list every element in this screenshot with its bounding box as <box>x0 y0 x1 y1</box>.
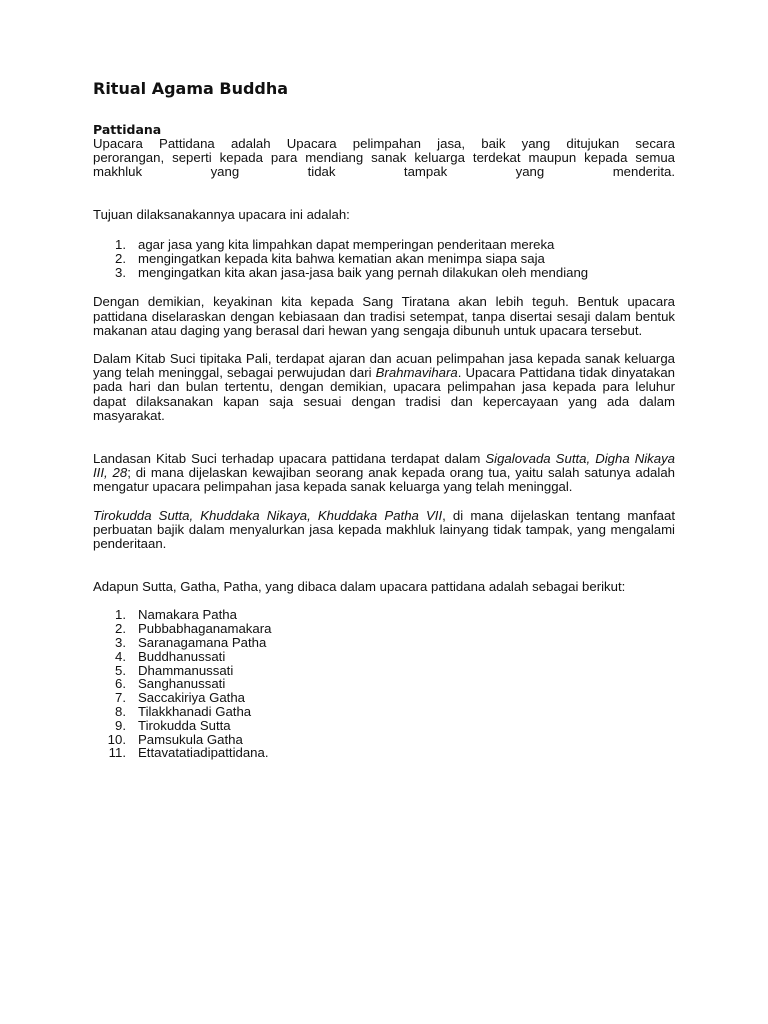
list-text: Namakara Patha <box>138 607 237 623</box>
document-body <box>93 79 675 760</box>
text-run: Dalam Kitab Suci tipitaka Pali, terdapat ajaran dan acuan pelimpahan jasa kepada sanak keluarga yang telah meninggal, sebagai perwujudan dari <box>93 351 675 381</box>
text-run: . Upacara Pattidana tidak dinyatakan pada hari dan bulan tertentu, dengan demikian, upacara pelimpahan jasa kepada para leluhur dapat dilaksanakan kapan saja sesuai dengan tradisi dan kepercayaan yang ada dalam masyarakat. <box>93 365 675 423</box>
list-item <box>93 677 675 691</box>
purpose-list <box>93 238 675 281</box>
list-text: mengingatkan kepada kita bahwa kematian akan menimpa siapa saja <box>138 251 545 267</box>
emphasis-text: Tirokudda Sutta, Khuddaka Nikaya, Khuddaka Patha VII <box>93 507 443 523</box>
list-item <box>93 650 675 664</box>
list-item <box>93 252 675 266</box>
list-number: 7. <box>115 690 126 706</box>
list-text: Ettavatatiadipattidana. <box>138 745 269 761</box>
list-number: 10. <box>107 731 126 747</box>
list-item <box>93 719 675 733</box>
list-number: 1. <box>115 236 126 252</box>
intro-line: perorangan, seperti kepada para mendiang sanak keluarga terdekat maupun kepada semua <box>93 150 675 166</box>
intro-paragraph <box>93 137 675 180</box>
list-number: 2. <box>115 251 126 267</box>
list-text: Buddhanussati <box>138 648 226 664</box>
list-number: 3. <box>115 635 126 651</box>
list-number: 11. <box>108 745 126 761</box>
text-run: , di mana dijelaskan tentang manfaat perbuatan bajik dalam menyalurkan jasa kepada makhluk lainyang tidak tampak, yang mengalami penderitaan. <box>93 507 675 552</box>
list-item <box>93 746 675 760</box>
list-item <box>93 266 675 280</box>
emphasis-text: Sigalovada Sutta, Digha Nikaya III, 28 <box>93 451 676 481</box>
paragraph-landasan <box>93 452 675 495</box>
list-number: 4. <box>115 648 126 664</box>
list-item <box>93 608 675 622</box>
list-number: 2. <box>115 621 126 637</box>
intro-line: Upacara Pattidana adalah Upacara pelimpahan jasa, baik yang ditujukan secara <box>93 136 675 151</box>
paragraph-tiratana: Dengan demikian, keyakinan kita kepada Sang Tiratana akan lebih teguh. Bentuk upacara pattidana diselaraskan dengan kebiasaan dan tradisi setempat, tanpa disertai sesaji dalam bentuk makanan atau daging yang berasal dari hewan yang sengaja dibunuh untuk upacara tersebut. <box>93 294 675 338</box>
list-number: 8. <box>115 704 126 720</box>
list-number: 9. <box>115 717 126 733</box>
paragraph-tirokudda <box>93 509 675 552</box>
list-text: Saccakiriya Gatha <box>138 690 246 706</box>
text-run: Landasan Kitab Suci terhadap upacara pattidana terdapat dalam <box>93 451 486 467</box>
list-number: 5. <box>115 662 126 678</box>
list-item <box>93 733 675 747</box>
list-item <box>93 664 675 678</box>
list-number: 6. <box>115 676 126 692</box>
list-text: agar jasa yang kita limpahkan dapat memperingan penderitaan mereka <box>138 236 555 252</box>
readings-list <box>93 608 675 760</box>
intro-line: makhluk yang tidak tampak yang menderita. <box>93 164 675 180</box>
list-text: Tirokudda Sutta <box>138 717 231 733</box>
section-title: Pattidana <box>93 122 162 137</box>
purpose-intro: Tujuan dilaksanakannya upacara ini adalah: <box>93 206 350 222</box>
emphasis-text: Brahmavihara <box>375 365 458 381</box>
document-title: Ritual Agama Buddha <box>93 79 289 98</box>
list-item <box>93 691 675 705</box>
text-run: ; di mana dijelaskan kewajiban seorang anak kepada orang tua, yaitu salah satunya adalah mengatur upacara pelimpahan jasa kepada sanak keluarga yang telah meninggal. <box>93 465 675 495</box>
list-text: Tilakkhanadi Gatha <box>138 704 252 720</box>
list-text: mengingatkan kita akan jasa-jasa baik yang pernah dilakukan oleh mendiang <box>138 265 589 281</box>
list-text: Sanghanussati <box>138 676 226 692</box>
list-item <box>93 636 675 650</box>
list-number: 1. <box>115 607 126 623</box>
list-text: Pamsukula Gatha <box>138 731 243 747</box>
list-item <box>93 705 675 719</box>
list-item <box>93 622 675 636</box>
list-text: Dhammanussati <box>138 662 234 678</box>
list-item <box>93 238 675 252</box>
list-number: 3. <box>115 265 126 281</box>
list-text: Saranagamana Patha <box>138 635 267 651</box>
list-text: Pubbabhaganamakara <box>138 621 272 637</box>
readings-intro: Adapun Sutta, Gatha, Patha, yang dibaca dalam upacara pattidana adalah sebagai berikut: <box>93 579 626 595</box>
paragraph-kitab <box>93 352 675 423</box>
